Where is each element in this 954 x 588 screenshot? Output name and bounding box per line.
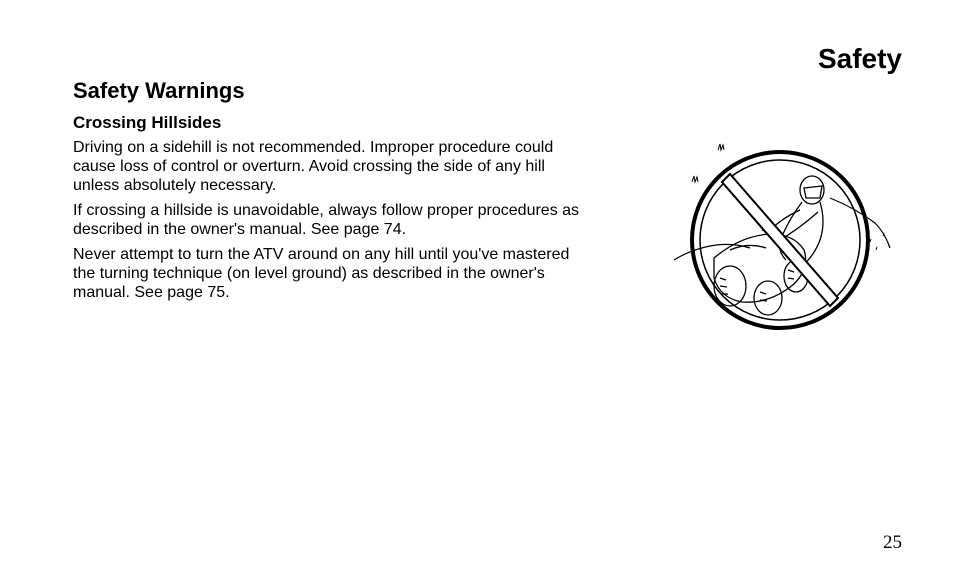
prohibited-hillside-atv-icon [670,138,895,338]
subsection-title: Crossing Hillsides [73,113,222,132]
paragraph-sidehill-warning: Driving on a sidehill is not recommended. Improper procedure could cause loss of control or overturn. Avoid crossing the side of any hill unless absolutely necessary. [73,139,554,194]
paragraph-follow-procedures: If crossing a hillside is unavoidable, always follow proper procedures as described in the owner's manual. See page 74. [73,202,580,238]
page-number: 25 [883,532,902,553]
section-title: Safety Warnings [73,78,245,103]
paragraph-turning-warning: Never attempt to turn the ATV around on any hill until you've mastered the turning technique (on level ground) as described in the owner's manual. See page 75. [73,246,570,301]
chapter-title: Safety [817,43,902,74]
